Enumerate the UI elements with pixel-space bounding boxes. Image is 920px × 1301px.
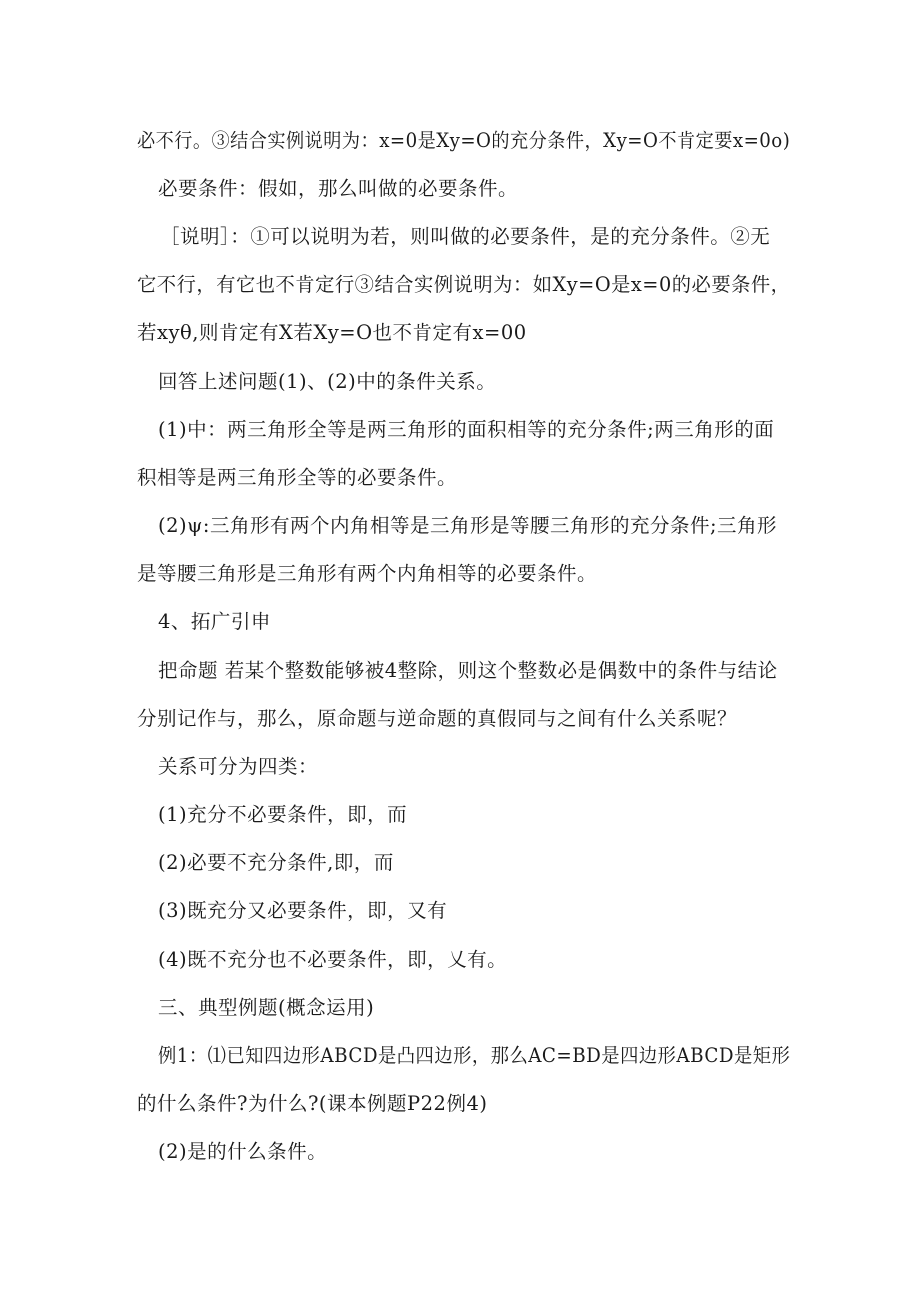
text-line: ［说明］：①可以说明为若，则叫做的必要条件，是的充分条件。②无: [160, 225, 771, 248]
text-line: 若xyθ,则肯定有X若Xy=O也不肯定有x=00: [137, 321, 527, 344]
text-line: 必要条件：假如，那么叫做的必要条件。: [158, 177, 519, 200]
text-line: 积相等是两三角形全等的必要条件。: [137, 466, 458, 489]
text-line: (2)ψ:三角形有两个内角相等是三角形是等腰三角形的充分条件;三角形: [158, 514, 778, 537]
section-heading: 三、典型例题(概念运用): [158, 996, 375, 1019]
text-line: 把命题 若某个整数能够被4整除，则这个整数必是偶数中的条件与结论: [158, 659, 778, 682]
section-heading: 4、拓广引申: [158, 610, 271, 633]
text-line: 回答上述问题(1)、(2)中的条件关系。: [158, 370, 497, 393]
list-item: (4)既不充分也不必要条件，即，乂有。: [158, 948, 508, 971]
text-line: 的什么条件?为什么?(课本例题P22例4): [137, 1092, 488, 1115]
text-line: (2)是的什么条件。: [158, 1140, 328, 1163]
text-line: 分别记作与，那么，原命题与逆命题的真假同与之间有什么关系呢？: [137, 707, 738, 730]
list-item: (3)既充分又必要条件，即，又有: [158, 899, 448, 922]
text-line: 它不行，有它也不肯定行③结合实例说明为：如Xy=O是x=0的必要条件，: [137, 273, 791, 296]
list-item: (2)必要不充分条件,即，而: [158, 851, 394, 874]
text-line: (1)中：两三角形全等是两三角形的面积相等的充分条件;两三角形的面: [158, 418, 775, 441]
text-line: 是等腰三角形是三角形有两个内角相等的必要条件。: [137, 562, 598, 585]
list-item: (1)充分不必要条件，即，而: [158, 803, 408, 826]
text-line: 必不行。③结合实例说明为：x=0是Xy=O的充分条件，Xy=O不肯定要x=0o): [137, 129, 791, 152]
text-line: 关系可分为四类：: [158, 755, 319, 778]
text-line: 例1：⑴已知四边形ABCD是凸四边形，那么AC=BD是四边形ABCD是矩形: [158, 1044, 791, 1067]
